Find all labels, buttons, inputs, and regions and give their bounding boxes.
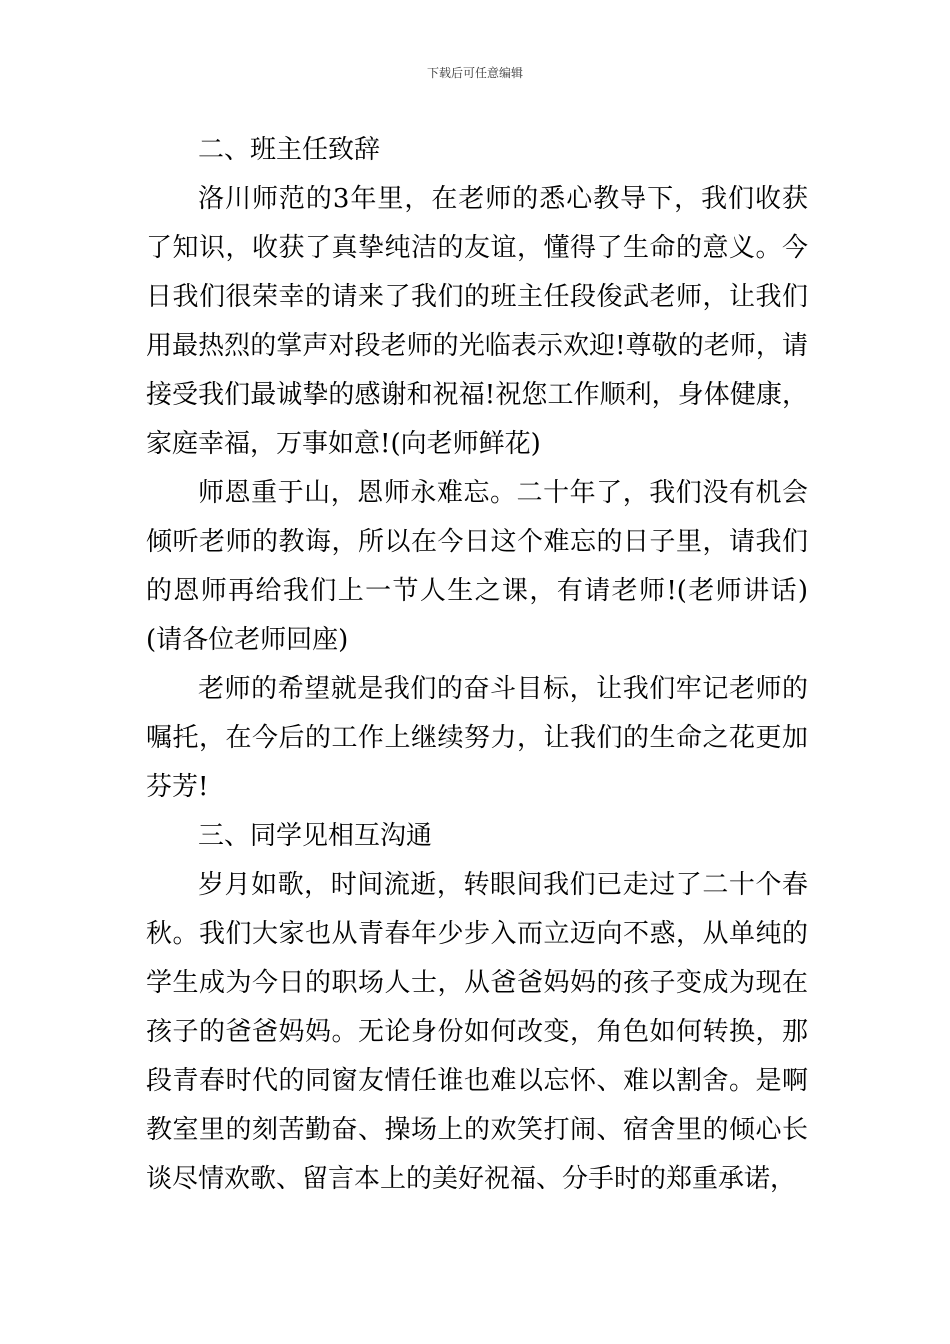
paragraph-years-passing: 岁月如歌，时间流逝，转眼间我们已走过了二十个春秋。我们大家也从青春年少步入而立迈向不惑，从单纯的学生成为今日的职场人士，从爸爸妈妈的孩子变成为现在孩子的爸爸妈妈。无论身份如何改变，角色如何转换，那段青春时代的同窗友情任谁也难以忘怀、难以割舍。是啊教室里的刻苦勤奋、操场上的欢笑打闹、宿舍里的倾心长谈尽情欢歌、留言本上的美好祝福、分手时的郑重承诺， [146, 870, 808, 1194]
section-heading-head-teacher-speech: 二、班主任致辞 [198, 135, 381, 165]
document-body [146, 126, 808, 1204]
paragraph-teacher-hopes: 老师的希望就是我们的奋斗目标，让我们牢记老师的嘱托，在今后的工作上继续努力，让我们的生命之花更加芬芳! [146, 674, 808, 802]
paragraph-welcome-teacher: 洛川师范的3年里，在老师的悉心教导下，我们收获了知识，收获了真挚纯洁的友谊，懂得了生命的意义。今日我们很荣幸的请来了我们的班主任段俊武老师，让我们用最热烈的掌声对段老师的光临表示欢迎!尊敬的老师，请接受我们最诚挚的感谢和祝福!祝您工作顺利，身体健康，家庭幸福，万事如意!(向老师鲜花) [146, 184, 808, 459]
page-header-note: 下载后可任意编辑 [426, 66, 523, 80]
paragraph-teacher-speech: 师恩重于山，恩师永难忘。二十年了，我们没有机会倾听老师的教诲，所以在今日这个难忘的日子里，请我们的恩师再给我们上一节人生之课，有请老师!(老师讲话)(请各位老师回座) [146, 478, 808, 655]
section-heading-classmates-exchange: 三、同学见相互沟通 [198, 821, 433, 851]
